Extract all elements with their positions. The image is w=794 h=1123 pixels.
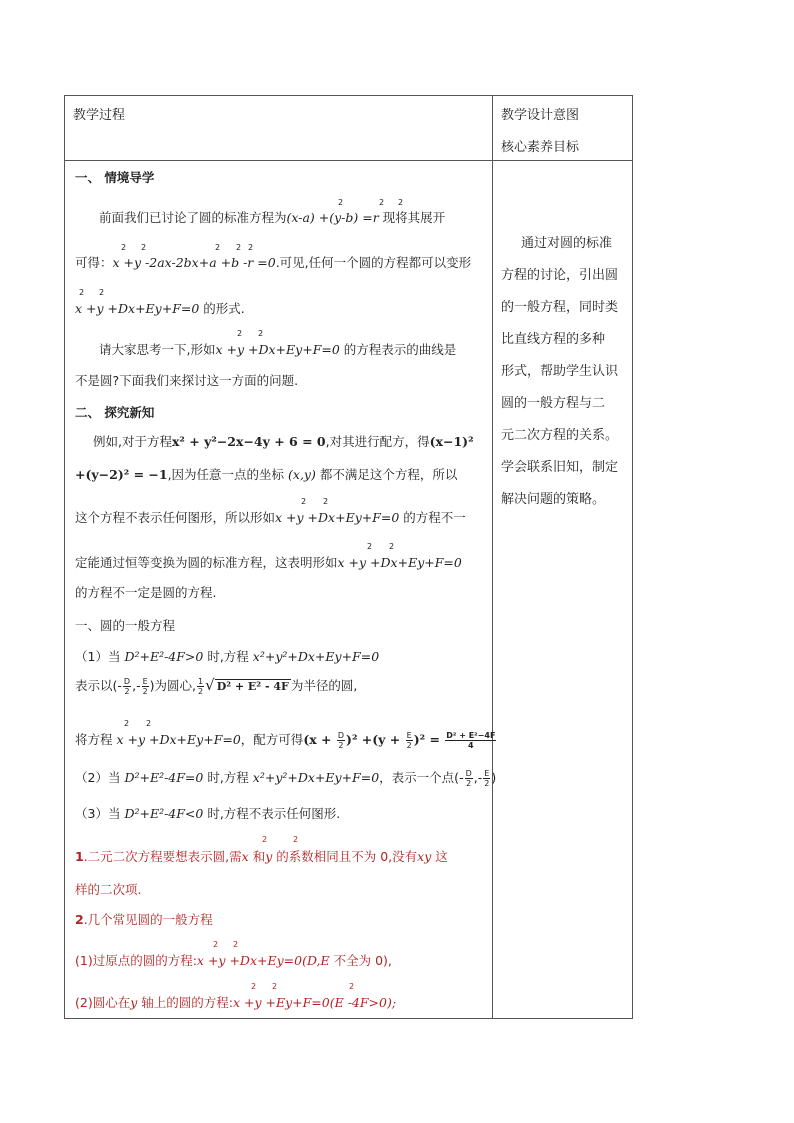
section2-line4: 定能通过恒等变换为圆的标准方程，这表明形如x +y +Dx+Ey+F=0 xyxy=(75,555,462,570)
right-header-line1: 教学设计意图 xyxy=(501,108,580,123)
fraction-e-over-2: $\frac{E}{2}$ xyxy=(484,769,490,788)
intent-line: 解决问题的策略。 xyxy=(501,492,606,507)
exponent-row: 2 xyxy=(213,940,219,949)
section1-line1: 前面我们已讨论了圆的标准方程为(x-a) +(y-b) =r 现将其展开 xyxy=(99,210,446,225)
exponent-row: 2 xyxy=(379,198,385,207)
intent-line: 方程的讨论，引出圆 xyxy=(501,268,619,283)
note-1-cont: 样的二次项. xyxy=(75,882,142,897)
section-title-situation: 一、 情境导学 xyxy=(75,170,155,185)
section1-line4: 请大家思考一下,形如x +y +Dx+Ey+F=0 的方程表示的曲线是 xyxy=(99,342,457,357)
exponent-row: 2 xyxy=(79,288,85,297)
exponent-row: 2 xyxy=(233,940,239,949)
general-equation: x +y +Dx+Ey+F=0 xyxy=(275,510,400,525)
note-4: (2)圆心在y 轴上的圆的方程:x +y +Ey+F=0(E -4F>0); xyxy=(75,995,397,1010)
exponent-row: 2 xyxy=(258,329,264,338)
exponent-row: 2 xyxy=(323,497,329,506)
fraction-radius-squared: $\frac{\text{D² + E²−4F}}{4}$ xyxy=(446,731,496,750)
general-equation: x +y +Dx+Ey+F=0 xyxy=(75,301,200,316)
fraction-d-over-2: $\frac{D}{2}$ xyxy=(123,677,131,696)
fraction-e-over-2: $\frac{E}{2}$ xyxy=(142,677,148,696)
exponent-row: 2 xyxy=(248,243,254,252)
case1-line: （1）当 D²+E²-4F>0 时,方程 x²+y²+Dx+Ey+F=0 xyxy=(75,649,380,664)
exponent-row: 2 xyxy=(301,497,307,506)
general-equation: x +y +Dx+Ey+F=0 xyxy=(116,732,241,747)
section2-line3: 这个方程不表示任何图形，所以形如x +y +Dx+Ey+F=0 的方程不一 xyxy=(75,510,466,525)
intent-line: 的一般方程，同时类 xyxy=(501,300,619,315)
fraction-d-over-2: $\frac{D}{2}$ xyxy=(465,769,472,788)
exponent-row: 2 xyxy=(338,198,344,207)
case3-line: （3）当 D²+E²-4F<0 时,方程不表示任何图形. xyxy=(75,806,341,821)
note-1: 1.二元二次方程要想表示圆,需x 和y 的系数相同且不为 0,没有xy 这 xyxy=(75,849,448,864)
exponent-row: 2 xyxy=(236,243,242,252)
section1-line2: 可得：x +y -2ax-2bx+a +b -r =0.可见,任何一个圆的方程都可以变形 xyxy=(75,255,472,270)
radius-radicand: D² + E² - 4F xyxy=(216,680,289,693)
exponent-row: 2 xyxy=(146,719,152,728)
lesson-table xyxy=(64,95,633,1019)
standard-equation: (x-a) +(y-b) =r xyxy=(286,210,379,225)
exponent-row: 2 xyxy=(121,243,127,252)
sqrt-icon: √ xyxy=(205,676,215,694)
exponent-row: 2 xyxy=(141,243,147,252)
intent-line: 元二次方程的关系。 xyxy=(501,428,619,443)
intent-line: 圆的一般方程与二 xyxy=(501,396,606,411)
case1-completing-square: 将方程 x +y +Dx+Ey+F=0，配方可得(x + $\frac{D}{2}$ )² +(y + $\frac{E}{2}$ )² = $\frac{\text{D² + E²−4F}}{4}$ xyxy=(75,731,496,750)
right-header-line2: 核心素养目标 xyxy=(501,140,580,155)
exponent-row: 2 xyxy=(367,542,373,551)
section1-line5: 不是圆?下面我们来探讨这一方面的问题. xyxy=(75,373,299,388)
intent-line: 形式，帮助学生认识 xyxy=(501,364,619,379)
section2-line2: +(y−2)² = −1,因为任意一点的坐标 (x,y) 都不满足这个方程，所以 xyxy=(75,467,458,482)
intent-line: 学会联系旧知，制定 xyxy=(501,460,619,475)
exponent-row: 2 xyxy=(272,982,278,991)
note-3: (1)过原点的圆的方程:x +y +Dx+Ey=0(D,E 不全为 0), xyxy=(75,953,392,968)
exponent-row: 2 xyxy=(251,982,257,991)
general-equation: x +y +Dx+Ey+F=0 xyxy=(215,342,340,357)
exponent-row: 2 xyxy=(215,243,221,252)
completed-square: +(y−2)² = −1 xyxy=(75,467,168,482)
general-equation: x +y +Dx+Ey+F=0 xyxy=(337,555,462,570)
note-2: 2.几个常见圆的一般方程 xyxy=(75,912,213,927)
fraction-d-over-2: $\frac{D}{2}$ xyxy=(337,731,345,750)
exponent-row: 2 xyxy=(124,719,130,728)
example-equation: x² + y²−2x−4y + 6 = 0 xyxy=(171,434,326,449)
exponent-row: 2 xyxy=(99,288,105,297)
exponent-row: 2 xyxy=(262,835,268,844)
section-title-explore: 二、 探究新知 xyxy=(75,405,155,420)
column-divider xyxy=(492,96,493,1018)
exponent-row: 2 xyxy=(237,329,243,338)
exponent-row: 2 xyxy=(293,835,299,844)
intent-line: 比直线方程的多种 xyxy=(501,332,606,347)
case2-line: （2）当 D²+E²-4F=0 时,方程 x²+y²+Dx+Ey+F=0，表示一个点(- $\frac{D}{2}$ ,- $\frac{E}{2}$ ) xyxy=(75,769,497,788)
header-divider xyxy=(65,160,632,161)
exponent-row: 2 xyxy=(398,198,404,207)
expanded-equation: x +y -2ax-2bx+a +b -r =0 xyxy=(112,255,276,270)
fraction-one-half: $\frac{1}{2}$ xyxy=(198,677,204,696)
section-title-general-equation: 一、圆的一般方程 xyxy=(75,618,176,633)
left-header: 教学过程 xyxy=(73,108,126,123)
case1-center-radius: 表示以(- $\frac{D}{2}$ ,- $\frac{E}{2}$ )为圆心, $\frac{1}{2}$ √ D² + E² - 4F 为半径的圆, xyxy=(75,676,358,696)
section2-line5: 的方程不一定是圆的方程. xyxy=(75,585,217,600)
section1-line3: x +y +Dx+Ey+F=0 的形式. xyxy=(75,301,245,316)
fraction-e-over-2: $\frac{E}{2}$ xyxy=(406,731,412,750)
intent-line: 通过对圆的标准 xyxy=(521,236,613,251)
section2-line1: 例如,对于方程x² + y²−2x−4y + 6 = 0,对其进行配方，得(x−1)² xyxy=(93,434,474,449)
exponent-row: 2 xyxy=(349,982,355,991)
exponent-row: 2 xyxy=(389,542,395,551)
